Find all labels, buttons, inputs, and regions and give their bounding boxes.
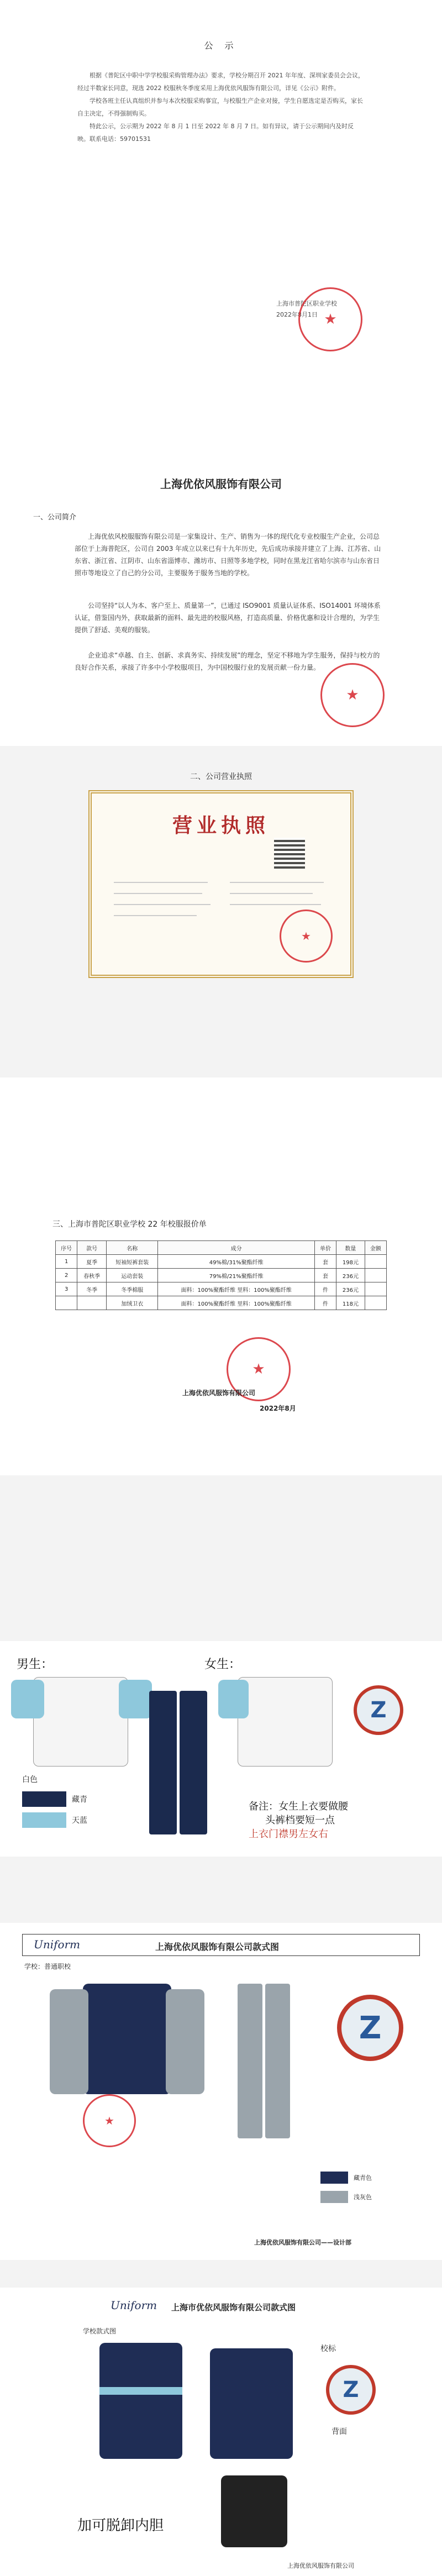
table-cell: 79%棉/21%聚酯纤维 (158, 1269, 314, 1282)
table-cell: 2 (56, 1269, 77, 1282)
table-header: 成分 (158, 1241, 314, 1255)
table-cell: 套 (314, 1269, 336, 1282)
navy-swatch-label: 藏青 (72, 1795, 87, 1804)
autumn-pants (265, 1984, 290, 2138)
gap (0, 2260, 442, 2288)
boy-polo-sleeve (119, 1680, 152, 1718)
summer-pants (149, 1691, 177, 1834)
intro-paragraph: 公司坚持“以人为本、客户至上、质量第一”，已通过 ISO9001 质量认证体系、ISO14001 环境体系认证，借鉴国内外，获取最新的面料、最先进的校服风格，打造高质量、价格优惠和设计合理的，为学生提供了舒适、美观的服装。 (75, 602, 381, 634)
table-cell (365, 1296, 386, 1310)
lightblue-swatch-label: 天蓝 (72, 1816, 87, 1825)
license-line (114, 915, 197, 916)
legend-gray: 浅灰色 (354, 2194, 372, 2201)
table-cell: 件 (314, 1296, 336, 1310)
table-cell: 面料：100%聚酯纤维 里料：100%聚酯纤维 (158, 1282, 314, 1296)
boy-label: 男生： (17, 1658, 54, 1671)
table-row (56, 1255, 387, 1269)
autumn-uniform-sheet (0, 1928, 442, 2260)
license-line (114, 882, 208, 883)
table-cell: 夏季 (77, 1255, 107, 1269)
summer-pants (180, 1691, 207, 1834)
table-cell: 冬季 (77, 1282, 107, 1296)
table-cell (56, 1296, 77, 1310)
table-cell: 面料：100%聚酯纤维 里料：100%聚酯纤维 (158, 1296, 314, 1310)
winter-note: 加可脱卸内胆 (77, 2517, 164, 2534)
qr-code-icon (274, 838, 305, 869)
table-header: 金额 (365, 1241, 386, 1255)
winter-uniform-sheet (0, 2288, 442, 2576)
company-title: 上海优依风服饰有限公司 (160, 477, 282, 491)
notice-paragraph: 学校各班主任认真组织并参与本次校服采购事宜，与校服生产企业对接，学生自愿选定是否购买，家长自主决定，不得强制购买。 (77, 97, 363, 117)
sheet-title: 上海市优依风服饰有限公司款式图 (171, 2302, 296, 2312)
table-row (56, 1282, 387, 1296)
notice-body (77, 69, 365, 145)
intro-paragraph: 上海优依风校服服饰有限公司是一家集设计、生产、销售为一体的现代化专业校服生产企业，公司总部位于上海普陀区，公司自 2003 年成立以来已有十九年历史，先后成功承接并建立了上海、江苏省、山东省、浙江省、江阴市、山东省淄博市、潍坊市、日照等多地学校，同时在黑龙江省哈尔滨市与山东省日照市等地设立了自己的分公司，主要服务于服务当地的学校。 (75, 533, 381, 577)
autumn-jacket (83, 1984, 171, 2094)
girl-polo-sleeve (218, 1680, 249, 1718)
table-cell: 198元 (336, 1255, 365, 1269)
summer-note-red: 上衣门襟男左女右 (249, 1828, 328, 1840)
intro-paragraph: 企业追求“卓越、自主、创新、求真务实、持续发展”的理念，坚定不移地为学生服务，保持与校方的良好合作关系，承接了许多中小学校服项目，为中国校服行业的发展贡献一份力量。 (75, 651, 380, 671)
autumn-jacket-sleeve (166, 1989, 204, 2094)
school-logo-icon: Z (354, 1685, 403, 1735)
autumn-seal-icon: ★ (83, 2094, 136, 2147)
table-cell (365, 1269, 386, 1282)
color-label: 白色 (22, 1775, 38, 1784)
price-seal-icon: ★ (227, 1337, 291, 1401)
winter-inner-lining (221, 2475, 287, 2547)
price-heading: 三、上海市普陀区职业学校 22 年校服报价单 (52, 1220, 207, 1229)
winter-coat-back (210, 2348, 293, 2459)
lightblue-swatch (22, 1812, 66, 1828)
official-seal-icon: ★ (298, 287, 362, 351)
license-title: 营业执照 (172, 814, 270, 837)
table-cell: 件 (314, 1282, 336, 1296)
boy-polo-shirt (33, 1677, 128, 1767)
table-row (56, 1296, 387, 1310)
license-line (230, 882, 324, 883)
notice-title: 公 示 (204, 40, 238, 51)
table-cell (365, 1255, 386, 1269)
gap (0, 1475, 442, 1641)
table-cell: 49%棉/31%聚酯纤维 (158, 1255, 314, 1269)
company-seal-icon: ★ (320, 663, 385, 727)
license-line (230, 893, 313, 894)
navy-swatch (320, 2172, 348, 2184)
brand-logo: Uniform (34, 1938, 81, 1951)
badge-label: 校标 (320, 2344, 336, 2353)
table-cell: 短袖短裤套装 (107, 1255, 158, 1269)
summer-uniform-sheet (0, 1647, 442, 1857)
table-header: 序号 (56, 1241, 77, 1255)
sheet-header (22, 1934, 420, 1956)
license-line (114, 904, 211, 905)
intro-heading: 一、公司简介 (33, 513, 77, 522)
notice-sign-date: 2022年8月1日 (276, 311, 318, 318)
table-row (56, 1269, 387, 1282)
legend-navy: 藏青色 (354, 2174, 372, 2181)
table-header-row (56, 1241, 387, 1255)
notice-sign-org: 上海市普陀区职业学校 (276, 300, 337, 307)
table-cell (77, 1296, 107, 1310)
license-heading: 二、公司营业执照 (190, 772, 252, 781)
girl-label: 女生： (204, 1658, 241, 1671)
price-table (55, 1240, 387, 1310)
sheet-footer: 上海优依风服饰有限公司 (287, 2562, 354, 2569)
table-cell: 1 (56, 1255, 77, 1269)
navy-swatch (22, 1791, 66, 1807)
winter-school-label: 学校款式图 (83, 2327, 117, 2335)
back-label: 背面 (332, 2427, 347, 2436)
winter-coat-front (99, 2343, 182, 2459)
brand-logo: Uniform (110, 2299, 157, 2312)
table-cell: 加绒卫衣 (107, 1296, 158, 1310)
table-cell: 春秋季 (77, 1269, 107, 1282)
notice-paragraph: 根据《普陀区中职中学学校服采购管理办法》要求，学校分期召开 2021 年年度、深圳家委员会会议，经过半数家长同意，现选 2022 校服秋冬季度采用上海优依风服饰有限公司，详见《公示》附件。 (77, 72, 364, 92)
table-header: 款号 (77, 1241, 107, 1255)
table-cell: 冬季棉服 (107, 1282, 158, 1296)
sheet-footer: 上海优依风服饰有限公司——设计部 (254, 2239, 351, 2246)
notice-section (0, 0, 442, 381)
winter-coat-stripe (99, 2387, 182, 2395)
table-cell (365, 1282, 386, 1296)
school-logo-icon: Z (337, 1995, 403, 2061)
notice-paragraph: 特此公示，公示期为 2022 年 8 月 1 日至 2022 年 8 月 7 日。如有异议，请于公示期间内及时反映。联系电话：59701531 (77, 123, 354, 143)
price-footer-date: 2022年8月 (260, 1405, 296, 1412)
license-line (114, 893, 202, 894)
boy-polo-sleeve (11, 1680, 44, 1718)
school-logo-icon: Z (326, 2365, 376, 2415)
gray-swatch (320, 2191, 348, 2203)
table-header: 数量 (336, 1241, 365, 1255)
price-footer-company: 上海优依风服饰有限公司 (182, 1389, 256, 1397)
table-cell: 3 (56, 1282, 77, 1296)
license-line (230, 904, 321, 905)
business-license (88, 790, 354, 978)
table-cell: 运动套装 (107, 1269, 158, 1282)
table-header: 单价 (314, 1241, 336, 1255)
table-cell: 236元 (336, 1269, 365, 1282)
table-cell: 套 (314, 1255, 336, 1269)
summer-note: 头裤档要短一点 (265, 1815, 335, 1826)
autumn-jacket-sleeve (50, 1989, 88, 2094)
table-cell: 236元 (336, 1282, 365, 1296)
table-cell: 118元 (336, 1296, 365, 1310)
sheet-title: 上海优依风服饰有限公司款式图 (155, 1942, 280, 1952)
autumn-pants (238, 1984, 262, 2138)
gap (0, 1857, 442, 1923)
table-header: 名称 (107, 1241, 158, 1255)
summer-note: 备注：女生上衣要做腰 (249, 1801, 348, 1812)
school-label: 学校：普通职校 (24, 1963, 71, 1970)
girl-polo-shirt (238, 1677, 333, 1767)
license-seal-icon: ★ (280, 910, 333, 963)
